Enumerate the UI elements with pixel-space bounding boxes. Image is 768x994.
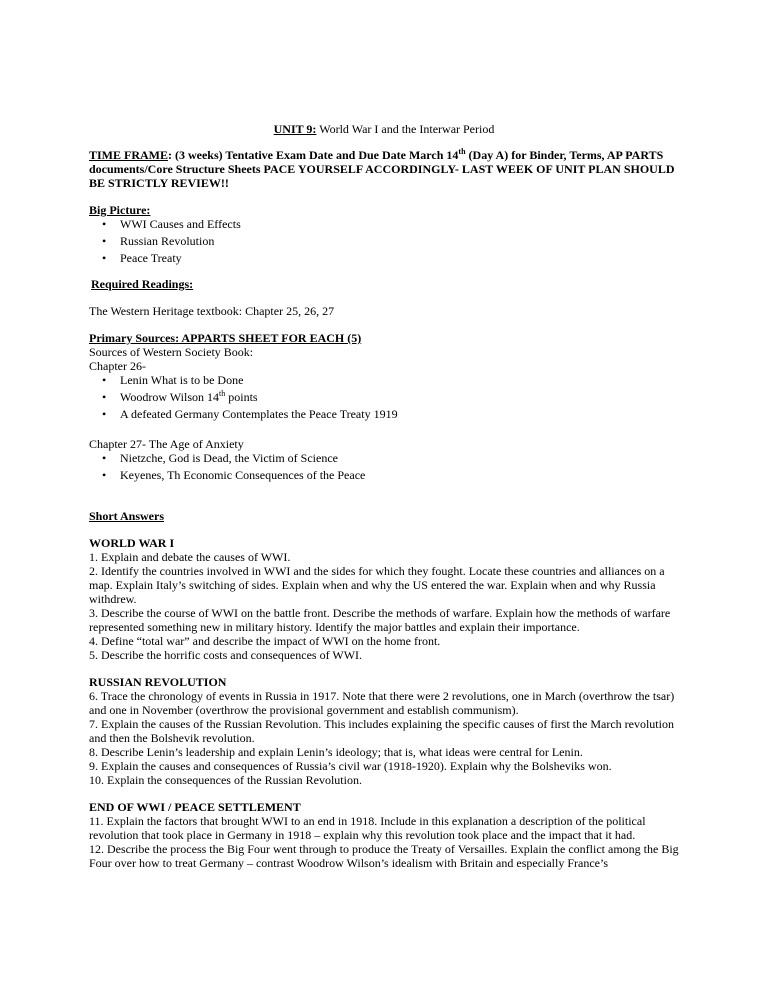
time-frame-paragraph (89, 148, 679, 190)
question-3: 3. Describe the course of WWI on the battle front. Describe the methods of warfare. Explain how the methods of warfare represented something new in military history. Identify the major battles and explain their importance. (89, 606, 671, 634)
unit-title: World War I and the Interwar Period (316, 122, 495, 136)
list-item-text-post: points (225, 390, 258, 404)
list-item: • Peace Treaty (89, 251, 679, 265)
list-item: • WWI Causes and Effects (89, 217, 679, 231)
question-4: 4. Define “total war” and describe the impact of WWI on the home front. (89, 634, 441, 648)
primary-sources-heading: Primary Sources: APPARTS SHEET FOR EACH (5) (89, 331, 362, 345)
question-5: 5. Describe the horrific costs and consequences of WWI. (89, 648, 363, 662)
list-item-sup: th (219, 389, 226, 398)
list-item: • Lenin What is to be Done (89, 373, 679, 387)
required-readings-heading: Required Readings: (91, 277, 194, 291)
short-answers-heading: Short Answers (89, 509, 165, 523)
document-content (89, 122, 679, 870)
question-12: 12. Describe the process the Big Four went through to produce the Treaty of Versailles. Explain the conflict among the Big Four over how to treat Germany – contrast Woodrow Wilson’s idealism with Britain and especially France’s (89, 842, 679, 870)
primary-sources-book: Sources of Western Society Book: (89, 345, 254, 359)
section-heading-end-of-wwi: END OF WWI / PEACE SETTLEMENT (89, 800, 301, 814)
section-heading-russian-revolution: RUSSIAN REVOLUTION (89, 675, 227, 689)
list-item: • A defeated Germany Contemplates the Peace Treaty 1919 (89, 407, 679, 421)
required-readings-text: The Western Heritage textbook: Chapter 25, 26, 27 (89, 304, 335, 318)
unit-label: UNIT 9: (273, 122, 317, 136)
section-heading-world-war-i: WORLD WAR I (89, 536, 175, 550)
list-item (89, 390, 679, 404)
question-9: 9. Explain the causes and consequences of Russia’s civil war (1918-1920). Explain why the Bolsheviks won. (89, 759, 612, 773)
time-frame-text-post: (Day A) for Binder, Terms, AP PARTS documents/Core Structure Sheets PACE YOURSELF ACCORDINGLY- LAST WEEK OF UNIT PLAN SHOULD BE STRICTLY REVIEW!! (89, 148, 675, 190)
question-11: 11. Explain the factors that brought WWI to an end in 1918. Include in this explanation a description of the political revolution that took place in Germany in 1918 – explain why this revolution took place and the impact that it had. (89, 814, 646, 842)
question-6: 6. Trace the chronology of events in Russia in 1917. Note that there were 2 revolutions, one in March (overthrow the tsar) and one in November (overthrow the provisional government and establish communism). (89, 689, 675, 717)
chapter-27-list (89, 451, 679, 482)
time-frame-text-pre: : (3 weeks) Tentative Exam Date and Due Date March 14 (168, 148, 459, 162)
question-10: 10. Explain the consequences of the Russian Revolution. (89, 773, 362, 787)
question-7: 7. Explain the causes of the Russian Revolution. This includes explaining the specific causes of first the March revolution and then the Bolshevik revolution. (89, 717, 674, 745)
question-2: 2. Identify the countries involved in WWI and the sides for which they fought. Locate these countries and alliances on a map. Explain Italy’s switching of sides. Explain when and why the US entered the war. Explain when and why Russia withdrew. (89, 564, 665, 606)
chapter-27-label: Chapter 27- The Age of Anxiety (89, 437, 244, 451)
time-frame-sup: th (458, 147, 466, 156)
list-item-text: Woodrow Wilson 14 (120, 390, 219, 404)
list-item: • Keyenes, Th Economic Consequences of the Peace (89, 468, 679, 482)
chapter-26-list (89, 373, 679, 421)
list-item: • Nietzche, God is Dead, the Victim of Science (89, 451, 679, 465)
page-title (89, 122, 679, 136)
time-frame-label: TIME FRAME (89, 148, 168, 162)
chapter-26-label: Chapter 26- (89, 359, 146, 373)
question-1: 1. Explain and debate the causes of WWI. (89, 550, 291, 564)
list-item: • Russian Revolution (89, 234, 679, 248)
question-8: 8. Describe Lenin’s leadership and explain Lenin’s ideology; that is, what ideas were central for Lenin. (89, 745, 583, 759)
big-picture-heading: Big Picture: (89, 203, 151, 217)
big-picture-list (89, 217, 679, 265)
